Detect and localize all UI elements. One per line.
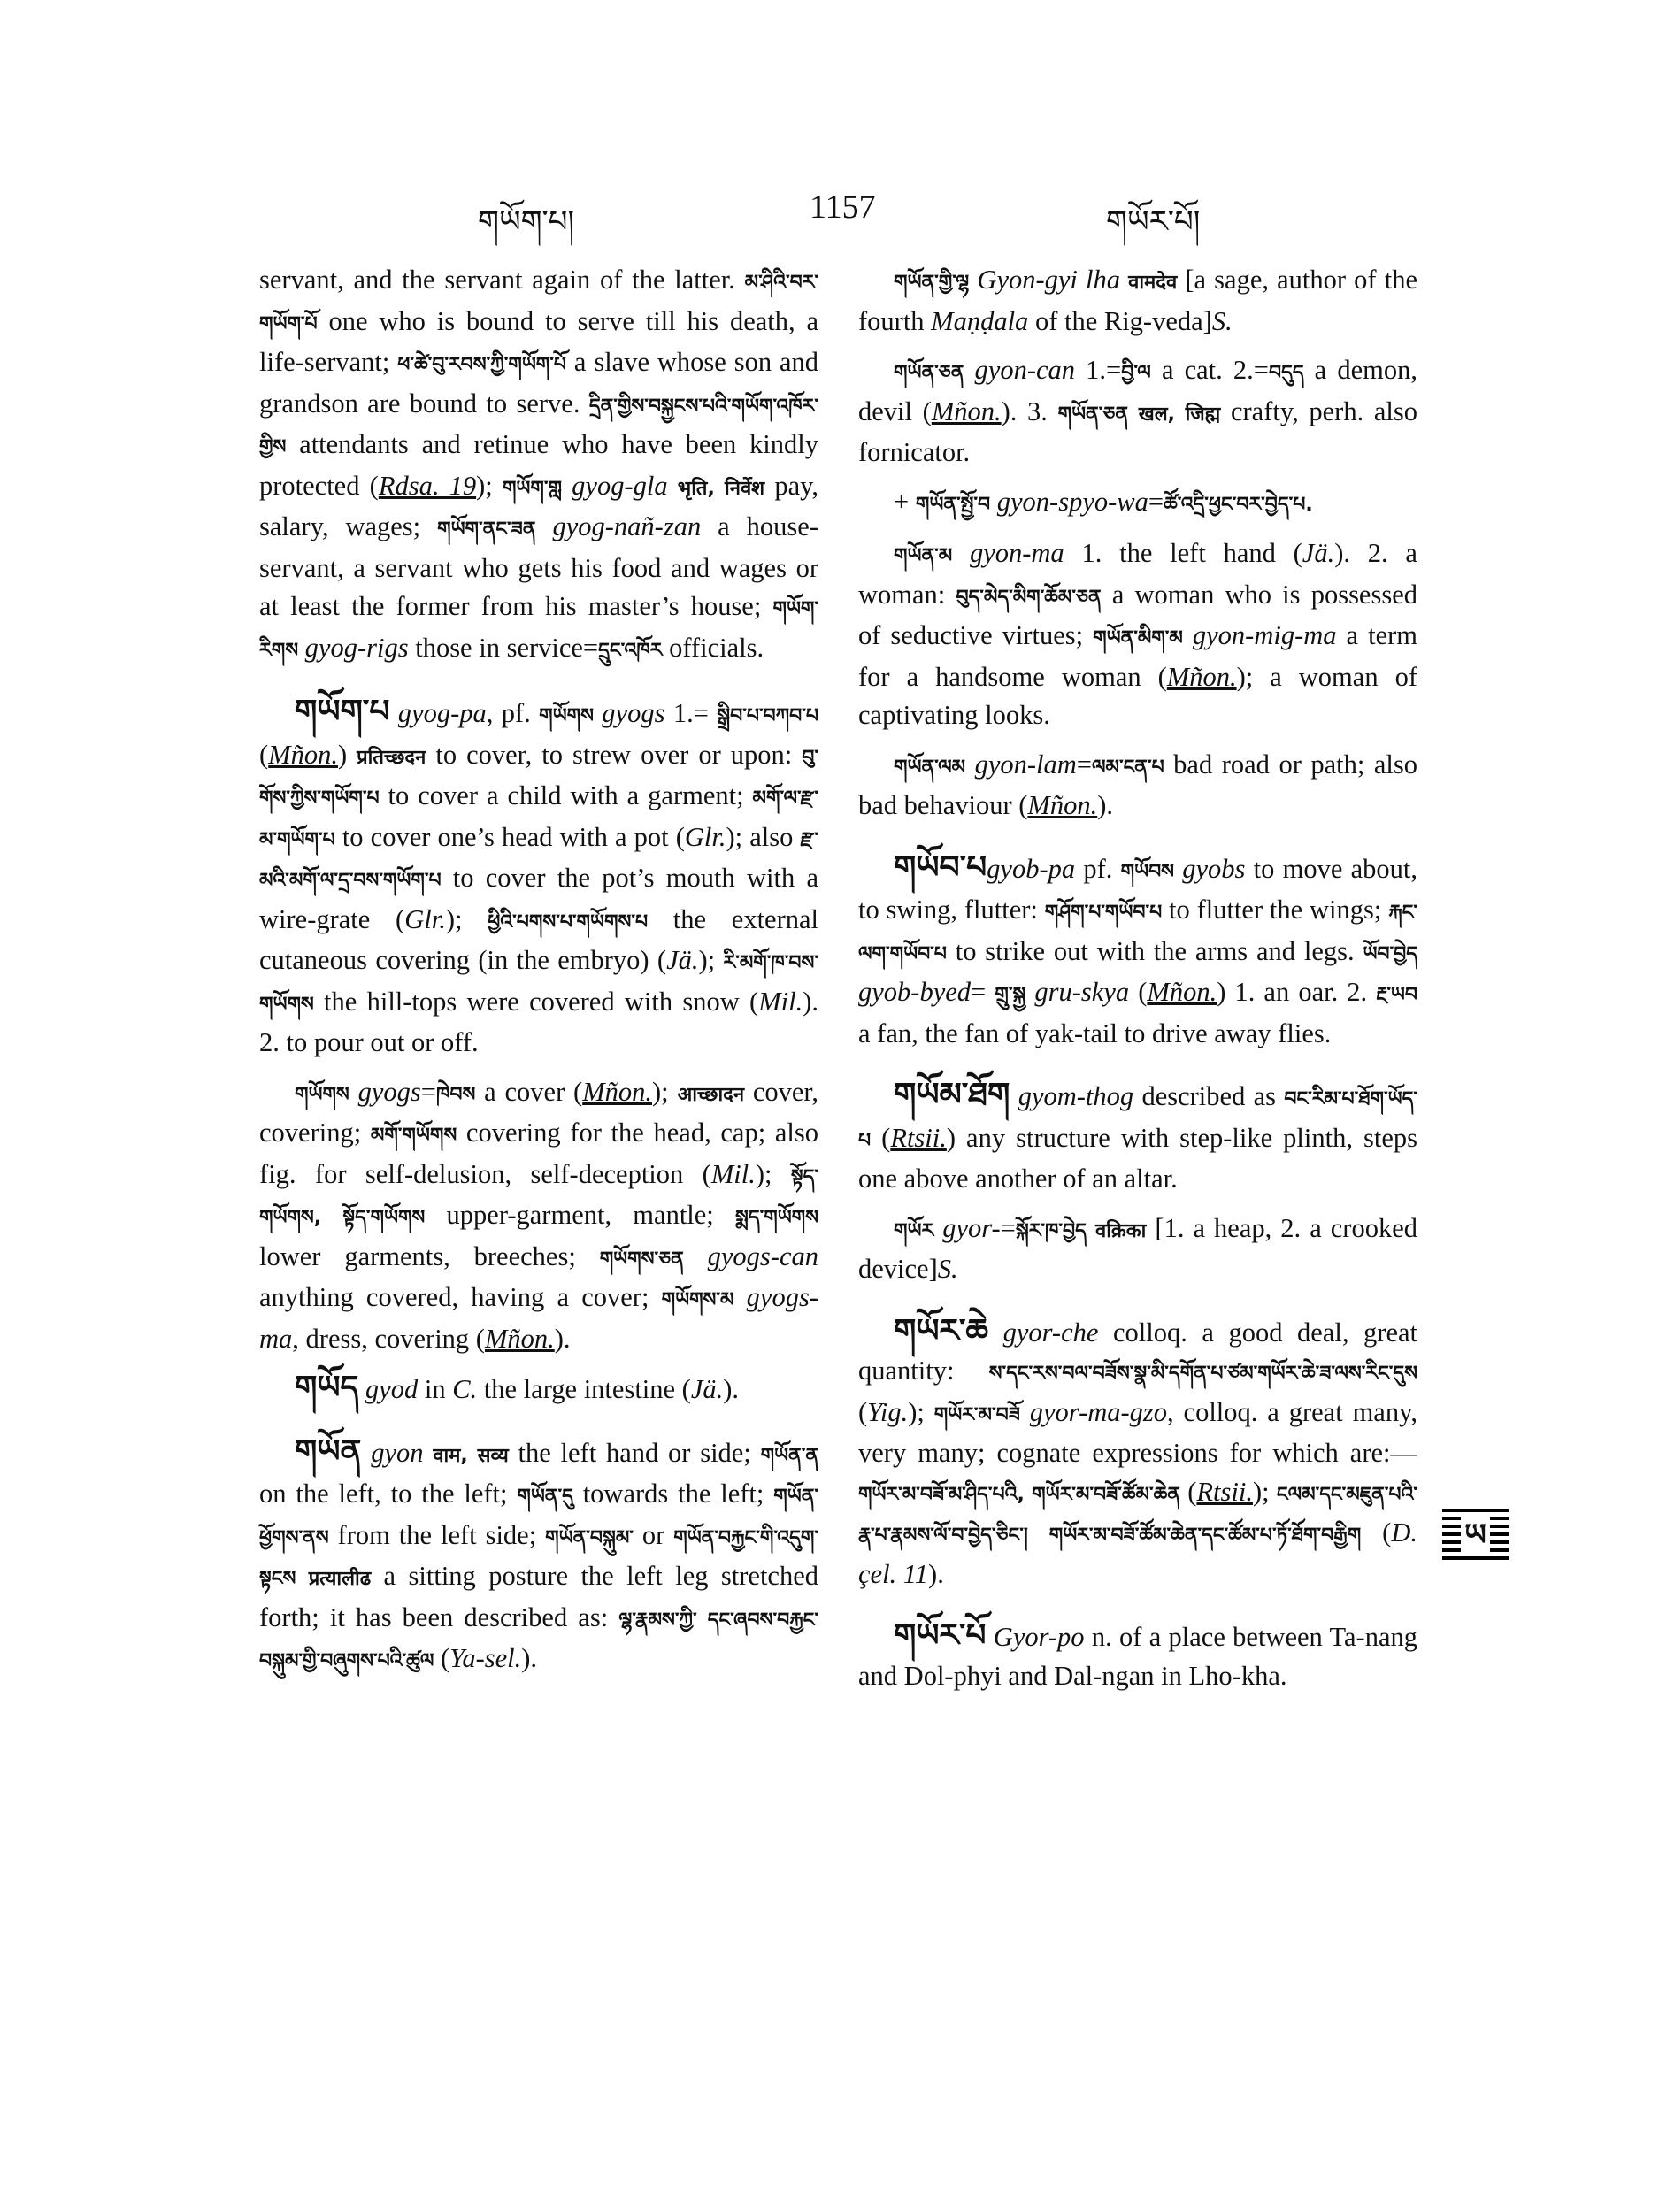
tibetan-text: གཡོག་གླ	[502, 477, 562, 500]
italic-text: gyon-ma	[952, 538, 1064, 568]
italic-text: gyob-pa	[987, 853, 1076, 884]
text: attendants and retinue who have been kindly protected (	[259, 429, 818, 501]
italic-text: gyob-byed	[858, 977, 972, 1007]
text: lower garments, breeches;	[259, 1240, 600, 1271]
text: a slave whose son and grandson are bound to serve.	[259, 347, 819, 419]
tibetan-text: གཡོན་མིག་མ	[1093, 627, 1183, 649]
italic-text: gyogs	[349, 1076, 421, 1107]
headword: གཡོར་ཆེ	[894, 1312, 989, 1349]
italic-text: gyogs-ma	[259, 1282, 818, 1354]
text: those in service=	[408, 632, 599, 663]
dictionary-entry	[259, 1369, 818, 1409]
text: ).	[521, 1643, 538, 1673]
text: 1.=	[664, 698, 718, 728]
tibetan-text: གཡོགས་ཅན	[599, 1248, 684, 1271]
text: towards the left;	[572, 1479, 774, 1509]
running-head-left: གཡོག་པ།	[478, 206, 575, 239]
text: (	[1129, 977, 1148, 1007]
text: =	[420, 1076, 436, 1107]
tibetan-text: གྲུ་སྐྱ	[995, 984, 1026, 1006]
tibetan-text: ཕ་ཚེ་བུ་རབས་ཀྱི་གཡོག་པོ	[397, 354, 567, 376]
text: to flutter the wings;	[1162, 895, 1389, 925]
tibetan-text: གཡོར	[894, 1219, 934, 1242]
tibetan-text: ལྷ་རྣམས་ཀྱི་ དང་ཞབས་བརྐྱང་བསྐུམ་གྱི་བཞུགས་པའི་ཚུལ	[259, 1609, 818, 1672]
headword: གཡོམ་ཐོག	[894, 1077, 1010, 1113]
text: [a sage, author of the fourth	[858, 265, 1417, 336]
dictionary-entry	[858, 483, 1417, 525]
text: to cover the pot’s mouth with a wire-grate (	[259, 863, 818, 934]
source-reference: Mñon.	[1027, 790, 1098, 820]
text: to cover a child with a garment;	[379, 780, 753, 810]
text: upper-garment, mantle;	[425, 1200, 736, 1230]
text: );	[698, 945, 724, 975]
source-reference: Rdsa. 19	[378, 470, 477, 501]
italic-text: gyom-thog	[1010, 1081, 1134, 1111]
dictionary-entry	[858, 351, 1417, 472]
italic-text: gyog-gla	[561, 470, 678, 501]
text: anything covered, having a cover;	[259, 1282, 662, 1312]
text: to cover, to strew over or upon:	[426, 739, 803, 770]
text: or	[633, 1519, 674, 1550]
source-reference: Rtsii.	[890, 1122, 947, 1153]
tibetan-text: གཡོན་ཅན	[1057, 403, 1128, 426]
text: crafty, perh. also fornicator.	[858, 396, 1417, 467]
text: on the left, to the left;	[259, 1479, 518, 1509]
italic-text: gyon-spyo-wa	[990, 486, 1148, 517]
italic-text: Jä.	[690, 1374, 724, 1404]
text: );	[1252, 1476, 1277, 1507]
sanskrit-text: भृति, निर्वेश	[677, 477, 765, 500]
italic-text: S.	[937, 1254, 958, 1284]
italic-text: gyogs	[593, 698, 665, 728]
dictionary-entry	[858, 746, 1417, 826]
source-reference: Mñon.	[268, 739, 338, 770]
text: a demon, devil (	[858, 355, 1417, 426]
text: =	[1148, 486, 1164, 517]
tibetan-text: ཁེབས	[435, 1083, 476, 1106]
text: a term for a handsome woman (	[858, 620, 1417, 692]
italic-text: C.	[452, 1374, 478, 1404]
italic-text: gyogs-can	[683, 1240, 818, 1271]
text: =	[1076, 749, 1092, 780]
dictionary-entry	[858, 1076, 1417, 1199]
italic-text: Gyor-po	[986, 1622, 1085, 1652]
italic-text: gyon-can	[964, 355, 1076, 385]
text: =	[971, 977, 995, 1007]
dictionary-entry	[259, 1432, 818, 1681]
tibetan-text: མགོ་གཡོགས	[370, 1125, 457, 1147]
italic-text: Jä.	[666, 945, 699, 975]
text: pf.	[1075, 853, 1121, 884]
italic-text: Mil.	[710, 1158, 756, 1189]
dictionary-entry	[259, 1073, 818, 1359]
text: to cover one’s head with a pot (	[334, 821, 685, 852]
text: in	[418, 1374, 453, 1404]
tibetan-text: རི་མགོ་ཁ་བས་གཡོགས	[259, 952, 818, 1016]
tibetan-text: གཡོན་དུ	[517, 1486, 573, 1508]
tibetan-text: བུ་གོས་ཀྱིས་གཡོག་པ	[259, 746, 818, 810]
tibetan-text: དྲུང་འཁོར	[598, 639, 663, 662]
sanskrit-text: वाम, सव्य	[433, 1444, 509, 1467]
tibetan-text: གཡོན་གྱི་ལྷ	[894, 272, 970, 294]
dictionary-entry	[858, 261, 1417, 341]
running-head-right: གཡོར་པོ།	[1106, 206, 1201, 239]
thumb-index-tab	[1442, 1509, 1509, 1562]
text: 1. the left hand (	[1064, 538, 1302, 568]
text: ). 2. to pour out or off.	[259, 986, 818, 1057]
tibetan-text: གཡོན་ཅན	[894, 362, 964, 384]
tibetan-text: གཡོན་ལམ	[894, 756, 966, 779]
dictionary-entry	[259, 261, 818, 670]
text: );	[908, 1396, 934, 1427]
italic-text: Yig.	[867, 1396, 909, 1427]
sanskrit-text: आच्छादन	[677, 1083, 745, 1106]
tibetan-text: གཤོག་པ་གཡོབ་པ	[1044, 902, 1163, 924]
text: described as	[1133, 1081, 1285, 1111]
tibetan-text: མགོ་ལ་རྫ་མ་གཡོག་པ	[259, 787, 818, 851]
sanskrit-text: प्रत्यालीढ	[296, 1568, 372, 1590]
text: a house-servant, a servant who gets his food and wages or at least the former from his master’s house;	[259, 511, 818, 621]
italic-text: gyon-mig-ma	[1182, 620, 1337, 650]
tibetan-text: གཡོགས	[539, 705, 594, 727]
text: cover, covering;	[259, 1076, 818, 1148]
tibetan-text: ཕྱིའི་པགས་པ་གཡོགས་པ	[488, 910, 649, 933]
tibetan-text: སྐོར་ཁ་བྱེད	[1015, 1219, 1087, 1242]
italic-text: gyon	[361, 1437, 434, 1468]
text: servant, and the servant again of the latter.	[259, 265, 745, 295]
text: a cover (	[475, 1076, 583, 1107]
italic-text: gru-skya	[1025, 977, 1130, 1007]
text: );	[755, 1158, 791, 1189]
tibetan-text: བང་རིམ་པ་ཐོག་ཡོད་པ	[858, 1088, 1417, 1152]
text: a sitting posture the left leg stretched forth; it has been described as:	[259, 1561, 818, 1632]
italic-text: gyog-rigs	[298, 632, 409, 663]
source-reference: Mñon.	[1147, 977, 1217, 1007]
text: )	[337, 739, 357, 770]
text: to move about, to swing, flutter:	[858, 853, 1417, 925]
dictionary-entry	[858, 1210, 1417, 1289]
text: ).	[928, 1558, 944, 1589]
tibetan-text: ལམ་ངན་པ	[1091, 756, 1164, 779]
text: officials.	[662, 632, 764, 663]
tibetan-text: མ་ཤིའི་བར་གཡོག་པོ	[259, 272, 818, 335]
text: [1. a heap, 2. a crooked device]	[858, 1212, 1417, 1284]
text: n. of a place between Ta-nang and Dol-phyi and Dal-ngan in Lho-kha.	[858, 1622, 1417, 1691]
italic-text: Jä.	[1302, 538, 1335, 568]
text: a woman who is possessed of seductive virtues;	[858, 579, 1417, 650]
italic-text: gyon-lam	[965, 749, 1077, 780]
text: ).	[554, 1323, 571, 1354]
italic-text: Glr.	[404, 903, 446, 934]
text: ).	[723, 1374, 740, 1404]
text: , dress, covering (	[292, 1323, 485, 1354]
tibetan-text: ངལམ་དང་མཇུན་པའི་རྣ་པ་རྣམས་ལོ་བ་བྱེད་ཅིང་། གཡོར་མ་བཟོ་ཚོམ་ཆེན་དང་ཚོམ་པ་ཏོ་ཐོག་བརྒྱིག	[858, 1483, 1417, 1547]
dictionary-entry	[858, 1617, 1417, 1695]
italic-text: Maṇḍala	[931, 305, 1029, 336]
source-reference: Mñon.	[484, 1323, 555, 1354]
italic-text: Glr.	[684, 821, 726, 852]
text: 1.=	[1075, 355, 1122, 385]
tibetan-text: གཡོན་སྤྱོ་བ	[915, 493, 991, 516]
source-reference: Rtsii.	[1196, 1476, 1253, 1507]
dictionary-entry	[858, 1312, 1417, 1594]
tibetan-text: སྒྲིབ་པ་བཀབ་པ	[717, 705, 818, 727]
dictionary-entry	[259, 693, 818, 1063]
headword: གཡོབ་པ	[894, 849, 987, 886]
italic-text: Mil.	[758, 986, 803, 1017]
text: a cat. 2.=	[1150, 355, 1269, 385]
tibetan-text: གཡོག་རིགས	[259, 598, 818, 662]
text: (	[259, 739, 269, 770]
text: to strike out with the arms and legs.	[946, 935, 1363, 966]
tibetan-text: ས་དང་རས་བལ་བཟོས་སྣ་མི་དགོན་པ་ཙམ་གཡོར་ཆེ་ཟ་ལས་རིང་དུས	[988, 1363, 1417, 1385]
text: );	[445, 903, 488, 934]
text: the hill-tops were covered with snow (	[313, 986, 759, 1017]
italic-text: S.	[1211, 305, 1233, 336]
italic-text: gyor-ma-gzo	[1019, 1396, 1168, 1427]
source-reference: Mñon.	[931, 396, 1002, 426]
text: ).	[1097, 790, 1113, 820]
text: colloq. a good deal, great quantity:	[858, 1317, 1417, 1386]
tibetan-text: སྨད་གཡོགས	[735, 1207, 818, 1229]
text: ) any structure with step-like plinth, steps one above another of an altar.	[858, 1122, 1417, 1194]
text: =	[1000, 1212, 1016, 1243]
left-column	[259, 261, 818, 1692]
text: covering for the head, cap; also fig. for self-delusion, self-deception (	[259, 1118, 818, 1189]
right-column	[858, 261, 1417, 1706]
text: , colloq. a great many, very many; cognate expressions for which are:—	[858, 1396, 1417, 1468]
tibetan-text: བུད་མེད་མིག་ཆོམ་ཅན	[956, 586, 1102, 609]
text: +	[894, 486, 916, 517]
headword: གཡོག་པ	[295, 694, 390, 730]
text: (	[858, 1396, 868, 1427]
tibetan-text: རྔ་ཡབ	[1376, 984, 1417, 1006]
source-reference: Mñon.	[1166, 661, 1237, 692]
tibetan-text: ཡོབ་བྱེད	[1363, 942, 1417, 965]
italic-text: gyor-	[933, 1212, 1001, 1243]
text: (	[871, 1122, 891, 1153]
text: ) 1. an oar. 2.	[1217, 977, 1377, 1007]
headword: གཡོན	[295, 1432, 362, 1470]
text: pay, salary, wages;	[259, 470, 819, 541]
headword: གཡོར་པོ	[894, 1617, 987, 1654]
text: ); also	[726, 821, 801, 852]
source-reference: Mñon.	[582, 1076, 652, 1107]
tibetan-text: གཡོགས	[295, 1083, 349, 1106]
text: the left hand or side;	[508, 1437, 761, 1468]
text: of the Rig-veda]	[1028, 305, 1212, 336]
tibetan-text: བདུད	[1268, 362, 1304, 384]
sanskrit-text: वामदेव	[1128, 272, 1178, 294]
tibetan-text: གཡོན་བརྐྱང་གི་འདུག་སྟངས	[259, 1526, 818, 1590]
tibetan-text: གཡོན་ན	[760, 1444, 818, 1467]
italic-text: Ya-sel.	[449, 1643, 522, 1673]
text: , pf.	[486, 698, 540, 728]
tibetan-text: རྐང་ལག་གཡོབ་པ	[858, 902, 1417, 965]
text: (	[434, 1643, 450, 1673]
text: bad road or path; also bad behaviour (	[858, 749, 1417, 820]
tibetan-text: གཡོར་མ་བཟོ་མ་ཤིད་པའི, གཡོར་མ་བཟོ་ཚོམ་ཆེན	[858, 1483, 1180, 1506]
sanskrit-text: वक्रिका	[1086, 1219, 1147, 1242]
tibetan-text: གཡོན་མ	[894, 545, 953, 567]
tibetan-text: ཚོ་འདྲི་ཕྱང་བར་བྱེད་པ.	[1164, 493, 1313, 516]
tibetan-text: གཡོར་མ་བཟོ	[933, 1403, 1020, 1426]
italic-text: gyor-che	[988, 1317, 1099, 1348]
thumb-index-letter: ཡ	[1461, 1516, 1490, 1555]
tibetan-text: དྲིན་གྱིས་བསྐྱངས་པའི་གཡོག་འཁོར་གྱིས	[259, 395, 818, 458]
italic-text: gyog-nañ-zan	[535, 511, 702, 541]
text: the large intestine (	[477, 1374, 691, 1404]
tibetan-text: རྫ་མའི་མགོ་ལ་དྲ་བས་གཡོག་པ	[259, 828, 818, 892]
sanskrit-text: प्रतिच्छदन	[357, 746, 426, 769]
text: one who is bound to serve till his death, a life-servant;	[259, 305, 818, 377]
tibetan-text: གཡོབས	[1120, 860, 1175, 883]
italic-text: gyobs	[1174, 853, 1246, 884]
italic-text: gyod	[358, 1374, 419, 1404]
tibetan-text: བྱི་ལ	[1121, 362, 1151, 384]
tibetan-text: གཡོན་བསྐུམ་	[545, 1526, 634, 1549]
italic-text: Gyon-gyi lha	[969, 265, 1129, 295]
headword: གཡོད	[295, 1370, 359, 1406]
text: (	[1361, 1517, 1392, 1548]
text: ). 2. a woman:	[858, 538, 1417, 610]
sanskrit-text: खल, जिह्म	[1128, 403, 1221, 426]
dictionary-entry	[858, 849, 1417, 1054]
text: (	[1179, 1476, 1197, 1507]
text: );	[652, 1076, 678, 1107]
dictionary-entry	[858, 534, 1417, 735]
text: ); a woman of captivating looks.	[858, 661, 1417, 730]
text: );	[476, 470, 503, 501]
text: ). 3.	[1001, 396, 1058, 426]
tibetan-text: སྟོད་གཡོགས, སྟོད་གཡོགས	[259, 1165, 818, 1229]
tibetan-text: གཡོན་ཕྱོགས་ནས	[259, 1486, 818, 1549]
text: a fan, the fan of yak-tail to drive away flies.	[858, 1018, 1332, 1048]
page-number: 1157	[810, 188, 876, 226]
italic-text: gyog-pa	[389, 698, 487, 728]
italic-text: D. çel. 11	[858, 1517, 1417, 1589]
tibetan-text: གཡོགས་མ	[661, 1289, 734, 1311]
text: from the left side;	[328, 1519, 546, 1550]
tibetan-text: གཡོག་ནང་ཟན	[437, 518, 536, 541]
text: the external cutaneous covering (in the embryo) (	[259, 903, 818, 975]
